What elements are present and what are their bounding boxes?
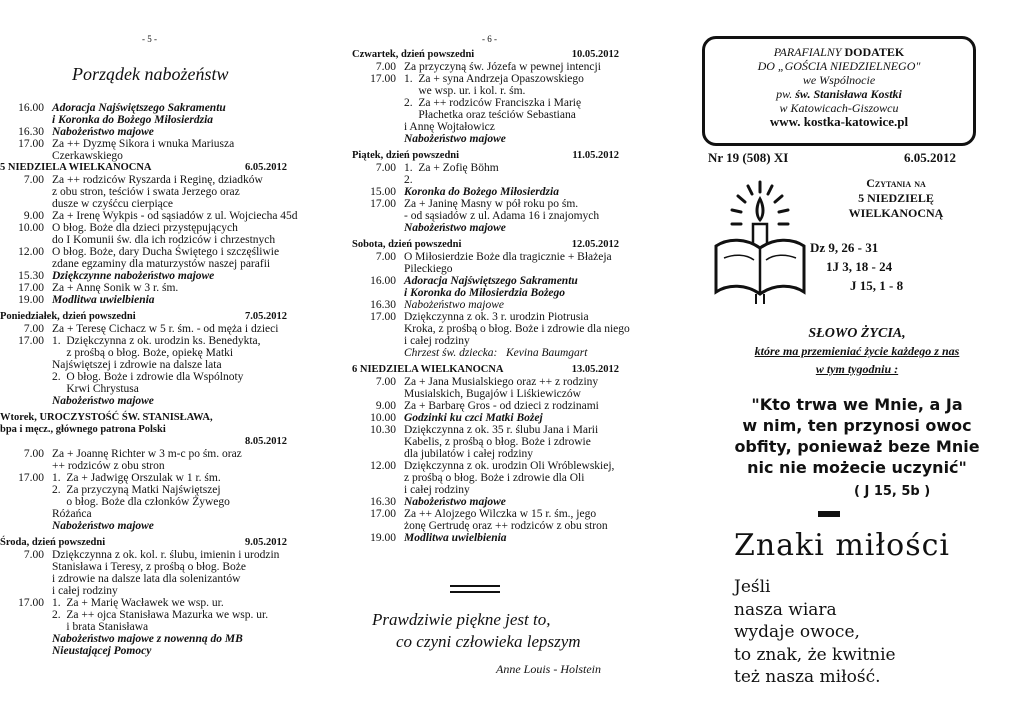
mass-time: 7.00: [23, 549, 44, 561]
mass-intention: Stanisława i Teresy, z prośbą o błog. Boże: [52, 561, 247, 573]
mass-entry: [352, 532, 637, 544]
mass-intention: z obu stron, teściów i swata Jerzego oraz: [52, 186, 240, 198]
reading-ref: Dz 9, 26 - 31: [810, 240, 879, 255]
mass-entry: [0, 597, 305, 609]
day-date: 8.05.2012: [245, 436, 287, 447]
mass-entry: [352, 210, 637, 222]
mass-entry: [0, 460, 305, 472]
mass-entry: [0, 561, 305, 573]
mass-intention: Chrzest św. dziecka: Kevina Baumgart: [404, 347, 588, 359]
mass-time: 10.00: [370, 412, 396, 424]
mass-entry: [0, 359, 305, 371]
mass-entry: [0, 609, 305, 621]
mass-intention: 2. O błog. Boże i zdrowie dla Wspólnoty: [52, 371, 244, 383]
mass-intention: 2.: [404, 174, 413, 186]
day-date: 6.05.2012: [245, 162, 287, 173]
mass-intention: Kabelis, z prośbą o błog. Boże i zdrowie: [404, 436, 591, 448]
day-label: Sobota, dzień powszedni: [352, 239, 462, 250]
mass-entry: [352, 412, 637, 424]
mass-time: 17.00: [18, 597, 44, 609]
mass-time: 19.00: [18, 294, 44, 306]
mass-time: 12.00: [18, 246, 44, 258]
day-header: [0, 436, 305, 448]
mass-entry: [0, 633, 305, 645]
mass-entry: [352, 299, 637, 311]
dash-divider: [818, 511, 840, 517]
mass-entry: [352, 287, 637, 299]
mass-entry: [352, 251, 637, 263]
mass-entry: [0, 448, 305, 460]
mass-intention: Pileckiego: [404, 263, 453, 275]
mass-entry: [352, 186, 637, 198]
day-date: 7.05.2012: [245, 311, 287, 322]
header-line: DO „GOŚCIA NIEDZIELNEGO": [757, 59, 921, 73]
header-line: PARAFIALNY: [773, 45, 845, 59]
issue-number: Nr 19 (508) XI: [708, 150, 789, 165]
day-header: [0, 311, 305, 323]
mass-intention: z prośbą o błog. Boże, opiekę Matki: [52, 347, 234, 359]
quote-line: "Kto trwa we Mnie, a Ja: [751, 395, 963, 414]
mass-intention: i Annę Wojtałowicz: [404, 121, 495, 133]
mass-entry: [352, 73, 637, 85]
quote-line: obfity, ponieważ beze Mnie: [734, 437, 980, 456]
readings-title-line: WIELKANOCNĄ: [848, 206, 944, 220]
mass-intention: O Miłosierdzie Boże dla tragicznie + Błażeja: [404, 251, 612, 263]
header-box: [702, 36, 976, 146]
quote-author: Anne Louis - Holstein: [496, 662, 601, 676]
mass-entry: [0, 198, 305, 210]
section-subtitle: w tym tygodniu :: [815, 362, 899, 376]
day-header: [352, 239, 637, 251]
mass-entry: [0, 323, 305, 335]
poem-line: to znak, że kwitnie: [734, 644, 896, 665]
mass-entry: [352, 85, 637, 97]
mass-intention: Musialskich, Bugajów i Liśkiewiczów: [404, 388, 581, 400]
mass-entry: [0, 138, 305, 150]
mass-entry: [352, 347, 637, 359]
mass-time: 17.00: [18, 335, 44, 347]
divider: [450, 585, 500, 587]
mass-intention: dla jubilatów i całej rodziny: [404, 448, 534, 460]
mass-entry: [352, 121, 637, 133]
mass-time: 9.00: [23, 210, 44, 222]
issue-date: 6.05.2012: [904, 150, 956, 165]
mass-entry: [352, 484, 637, 496]
mass-intention: 2. Za ++ ojca Stanisława Mazurka we wsp. ur.: [52, 609, 269, 621]
mass-entry: [0, 114, 305, 126]
website-link[interactable]: www. kostka-katowice.pl: [769, 114, 909, 129]
mass-intention: dusze w czyśćcu cierpiące: [52, 198, 173, 210]
day-date: 10.05.2012: [571, 49, 619, 60]
mass-intention: 1. Za + Jadwigę Orszulak w 1 r. śm.: [52, 472, 221, 484]
mass-intention: 1. Dziękczynna z ok. urodzin ks. Benedykta,: [52, 335, 261, 347]
readings-title-line: Czytania na: [866, 176, 926, 190]
mass-intention: O błog. Boże, dary Ducha Świętego i szczęśliwie: [52, 246, 280, 258]
mass-intention: Najświętszej i zdrowie na dalsze lata: [52, 359, 222, 371]
mass-entry: [0, 186, 305, 198]
mass-intention: 2. Za ++ rodziców Franciszka i Marię: [404, 97, 582, 109]
readings-title-line: 5 NIEDZIELĘ: [858, 191, 934, 205]
mass-intention: Czerkawskiego: [52, 150, 123, 162]
mass-intention: Modlitwa uwielbienia: [404, 532, 507, 544]
day-date: 12.05.2012: [571, 239, 619, 250]
mass-time: 15.00: [370, 186, 396, 198]
mass-intention: i całej rodziny: [404, 335, 470, 347]
mass-intention: ++ rodziców z obu stron: [52, 460, 165, 472]
mass-entry: [352, 263, 637, 275]
mass-intention: Kroka, z prośbą o błog. Boże i zdrowie dla niego: [404, 323, 630, 335]
mass-intention: Godzinki ku czci Matki Bożej: [404, 412, 543, 424]
mass-intention: żonę Gertrudę oraz ++ rodziców z obu stron: [404, 520, 608, 532]
mass-entry: [0, 371, 305, 383]
mass-intention: - od sąsiadów z ul. Adama 16 i znajomych: [404, 210, 600, 222]
mass-intention: i całej rodziny: [52, 585, 118, 597]
mass-intention: o błog. Boże dla członków Żywego: [52, 496, 230, 508]
mass-intention: i zdrowie na dalsze lata dla solenizantów: [52, 573, 241, 585]
mass-intention: Różańca: [52, 508, 92, 520]
header-line: DODATEK: [844, 45, 905, 59]
mass-entry: [0, 222, 305, 234]
mass-entry: [0, 573, 305, 585]
mass-time: 17.00: [370, 508, 396, 520]
day-date: 11.05.2012: [572, 150, 619, 161]
mass-intention: Za + Barbarę Gros - od dzieci z rodzinami: [404, 400, 599, 412]
section-subtitle: które ma przemieniać życie każdego z nas: [754, 344, 960, 358]
mass-entry: [0, 174, 305, 186]
mass-time: 16.30: [370, 299, 396, 311]
day-header: [0, 537, 305, 549]
day-label: Wtorek, UROCZYSTOŚĆ ŚW. STANISŁAWA,: [0, 412, 213, 423]
mass-intention: Nieustającej Pomocy: [52, 645, 152, 657]
mass-time: 19.00: [370, 532, 396, 544]
mass-entry: [352, 162, 637, 174]
mass-time: 7.00: [375, 162, 396, 174]
mass-entry: [352, 388, 637, 400]
mass-intention: z prośbą o błog. Boże i zdrowie dla Oli: [404, 472, 585, 484]
mass-intention: Dziękczynna z ok. kol. r. ślubu, imienin i urodzin: [52, 549, 280, 561]
mass-intention: Nabożeństwo majowe: [52, 395, 154, 407]
mass-intention: Dziękczynna z ok. 35 r. ślubu Jana i Marii: [404, 424, 599, 436]
mass-intention: Adoracja Najświętszego Sakramentu: [52, 102, 226, 114]
page-number: - 6 -: [482, 34, 497, 44]
mass-time: 17.00: [18, 472, 44, 484]
mass-time: 7.00: [23, 323, 44, 335]
mass-entry: [0, 258, 305, 270]
mass-time: 7.00: [375, 251, 396, 263]
mass-time: 17.00: [18, 138, 44, 150]
mass-entry: [0, 508, 305, 520]
mass-entry: [352, 323, 637, 335]
header-line: we Wspólnocie: [802, 73, 876, 87]
poem-title: Znaki miłości: [734, 528, 950, 563]
mass-time: 10.00: [18, 222, 44, 234]
poem-line: nasza wiara: [734, 599, 837, 620]
candle-book-icon: [708, 176, 812, 306]
readings-title: [826, 176, 966, 221]
mass-entry: [0, 472, 305, 484]
mass-entry: [0, 585, 305, 597]
mass-intention: Nabożeństwo majowe: [404, 496, 506, 508]
mass-entry: [0, 395, 305, 407]
mass-intention: Za + Janinę Masny w pół roku po śm.: [404, 198, 579, 210]
day-header: [352, 364, 637, 376]
mass-entry: [352, 311, 637, 323]
mass-intention: Za + Annę Sonik w 3 r. śm.: [52, 282, 179, 294]
mass-entry: [352, 496, 637, 508]
mass-entry: [0, 335, 305, 347]
mass-entry: [352, 222, 637, 234]
mass-intention: Za + Jana Musialskiego oraz ++ z rodziny: [404, 376, 599, 388]
mass-entry: [0, 126, 305, 138]
day-label: Piątek, dzień powszedni: [352, 150, 460, 161]
mass-entry: [0, 210, 305, 222]
mass-time: 12.00: [370, 460, 396, 472]
mass-intention: Za ++ Alojzego Wilczka w 15 r. śm., jego: [404, 508, 597, 520]
day-header: [352, 49, 637, 61]
day-label: 6 NIEDZIELA WIELKANOCNA: [352, 364, 504, 375]
mass-entry: [0, 294, 305, 306]
mass-intention: Krwi Chrystusa: [52, 383, 139, 395]
day-header: [0, 424, 305, 436]
day-header: [352, 150, 637, 162]
header-line: pw.: [776, 87, 796, 101]
mass-time: 7.00: [23, 448, 44, 460]
poem-line: Jeśli: [734, 577, 771, 597]
mass-intention: we wsp. ur. i kol. r. śm.: [404, 85, 526, 97]
mass-intention: zdane egzaminy dla maturzystów naszej parafii: [52, 258, 271, 270]
divider: [450, 591, 500, 593]
mass-intention: i brata Stanisława: [52, 621, 149, 633]
schedule-list: [352, 49, 637, 544]
mass-entry: [352, 109, 637, 121]
quote-line: Prawdziwie piękne jest to,: [372, 610, 551, 629]
mass-time: 7.00: [375, 61, 396, 73]
mass-time: 16.00: [18, 102, 44, 114]
quote-line: w nim, ten przynosi owoc: [742, 416, 972, 435]
mass-time: 7.00: [23, 174, 44, 186]
mass-intention: Za + Teresę Cichacz w 5 r. śm. - od męża i dzieci: [52, 323, 279, 335]
section-title: SŁOWO ŻYCIA,: [808, 326, 906, 341]
day-date: 13.05.2012: [571, 364, 619, 375]
mass-time: 17.00: [370, 73, 396, 85]
quote-line: nic nie możecie uczynić": [747, 458, 967, 477]
mass-intention: 2. Za przyczyną Matki Najświętszej: [52, 484, 221, 496]
mass-intention: i całej rodziny: [404, 484, 470, 496]
mass-entry: [352, 198, 637, 210]
mass-time: 17.00: [18, 282, 44, 294]
mass-time: 17.00: [370, 311, 396, 323]
mass-intention: Koronka do Bożego Miłosierdzia: [404, 186, 559, 198]
mass-entry: [0, 484, 305, 496]
mass-entry: [0, 621, 305, 633]
mass-intention: Nabożeństwo majowe: [404, 299, 504, 311]
mass-entry: [352, 508, 637, 520]
mass-entry: [352, 520, 637, 532]
mass-intention: Dziękczynne nabożeństwo majowe: [52, 270, 215, 282]
poem-line: też nasza miłość.: [734, 667, 881, 687]
page-number: - 5 -: [142, 34, 157, 44]
mass-entry: [0, 549, 305, 561]
reading-ref: 1J 3, 18 - 24: [826, 259, 893, 274]
quote-line: co czyni człowieka lepszym: [396, 632, 581, 651]
mass-entry: [0, 270, 305, 282]
mass-entry: [352, 97, 637, 109]
mass-entry: [352, 448, 637, 460]
day-label: bpa i męcz., głównego patrona Polski: [0, 424, 166, 435]
mass-time: 16.30: [370, 496, 396, 508]
mass-entry: [0, 645, 305, 657]
mass-entry: [0, 246, 305, 258]
mass-entry: [352, 424, 637, 436]
mass-intention: Dziękczynna z ok. 3 r. urodzin Piotrusia: [404, 311, 589, 323]
mass-entry: [0, 347, 305, 359]
mass-time: 9.00: [375, 400, 396, 412]
mass-time: 16.00: [370, 275, 396, 287]
mass-intention: i Koronka do Bożego Miłosierdzia: [52, 114, 214, 126]
mass-entry: [0, 282, 305, 294]
mass-time: 16.30: [18, 126, 44, 138]
mass-intention: Nabożeństwo majowe z nowenną do MB: [52, 633, 243, 645]
day-label: Poniedziałek, dzień powszedni: [0, 311, 136, 322]
mass-intention: 1. Za + Zofię Böhm: [404, 162, 499, 174]
mass-intention: do I Komunii św. dla ich rodziców i chrzestnych: [52, 234, 276, 246]
mass-entry: [352, 460, 637, 472]
quote-reference: ( J 15, 5b ): [854, 484, 931, 499]
mass-intention: Modlitwa uwielbienia: [52, 294, 155, 306]
mass-entry: [0, 520, 305, 532]
poem: [734, 576, 896, 689]
mass-entry: [0, 383, 305, 395]
day-header: [0, 412, 305, 424]
page-title: Porządek nabożeństw: [72, 64, 229, 84]
mass-intention: Za ++ rodziców Ryszarda i Reginę, dziadków: [52, 174, 263, 186]
mass-entry: [352, 133, 637, 145]
day-label: Czwartek, dzień powszedni: [352, 49, 475, 60]
mass-intention: Za ++ Dyzmę Sikora i wnuka Mariusza: [52, 138, 235, 150]
mass-entry: [0, 496, 305, 508]
poem-line: wydaje owoce,: [734, 622, 860, 642]
header-line: w Katowicach-Giszowcu: [779, 101, 899, 115]
day-label: 5 NIEDZIELA WIELKANOCNA: [0, 162, 152, 173]
mass-entry: [352, 436, 637, 448]
mass-intention: Za + Joannę Richter w 3 m-c po śm. oraz: [52, 448, 242, 460]
mass-intention: Dziękczynna z ok. urodzin Oli Wróblewskiej,: [404, 460, 615, 472]
mass-intention: Adoracja Najświętszego Sakramentu: [404, 275, 578, 287]
mass-entry: [352, 174, 637, 186]
mass-entry: [352, 376, 637, 388]
mass-entry: [352, 61, 637, 73]
day-date: 9.05.2012: [245, 537, 287, 548]
bible-quote: [690, 394, 1024, 478]
mass-intention: Nabożeństwo majowe: [52, 126, 154, 138]
mass-intention: Nabożeństwo majowe: [52, 520, 154, 532]
mass-intention: 1. Za + syna Andrzeja Opaszowskiego: [404, 73, 584, 85]
day-label: Środa, dzień powszedni: [0, 537, 106, 548]
day-header: [0, 162, 305, 174]
reading-ref: J 15, 1 - 8: [850, 278, 904, 293]
mass-entry: [0, 102, 305, 114]
mass-time: 7.00: [375, 376, 396, 388]
mass-intention: O błog. Boże dla dzieci przystępujących: [52, 222, 238, 234]
mass-intention: i Koronka do Miłosierdzia Bożego: [404, 287, 566, 299]
mass-intention: Płachetka oraz teściów Sebastiana: [404, 109, 576, 121]
mass-intention: Nabożeństwo majowe: [404, 133, 506, 145]
mass-time: 10.30: [370, 424, 396, 436]
header-line: św. Stanisława Kostki: [795, 87, 902, 101]
mass-entry: [352, 472, 637, 484]
mass-time: 15.30: [18, 270, 44, 282]
mass-entry: [0, 234, 305, 246]
mass-entry: [352, 400, 637, 412]
mass-intention: Za + Irenę Wykpis - od sąsiadów z ul. Wojciecha 45d: [52, 210, 298, 222]
mass-time: 17.00: [370, 198, 396, 210]
mass-entry: [0, 150, 305, 162]
mass-entry: [352, 275, 637, 287]
mass-intention: Nabożeństwo majowe: [404, 222, 506, 234]
mass-entry: [352, 335, 637, 347]
mass-intention: 1. Za + Marię Wacławek we wsp. ur.: [52, 597, 224, 609]
mass-intention: Za przyczyną św. Józefa w pewnej intencji: [404, 61, 601, 73]
schedule-list: [0, 102, 305, 657]
